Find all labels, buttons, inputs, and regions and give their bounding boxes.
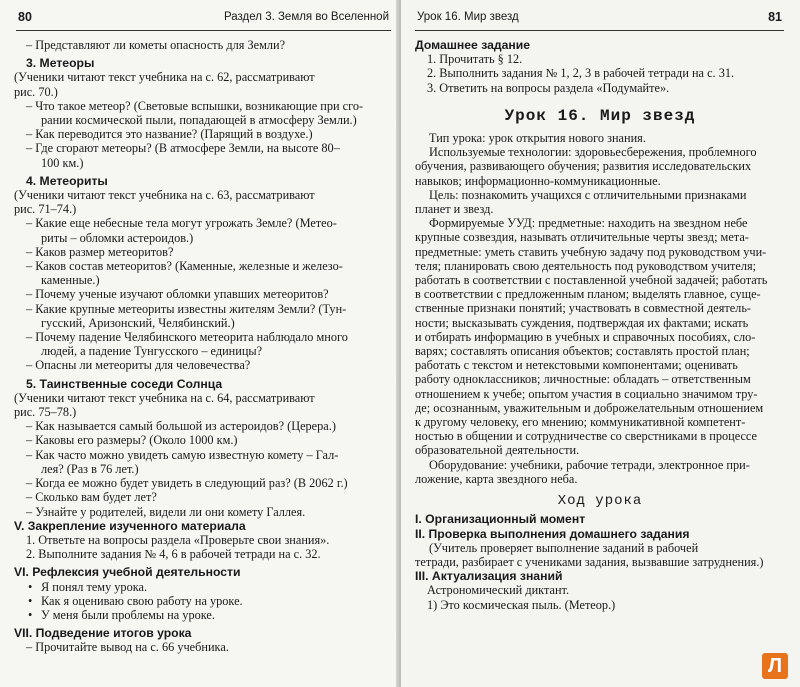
text-line: – Почему падение Челябинского метеорита наблюдало много — [26, 330, 348, 345]
text-line: ности; высказывать суждения, подтверждая их фактами; искать — [415, 315, 749, 330]
text-line: 1) Это космическая пыль. (Метеор.) — [427, 597, 616, 612]
text-line: работать в соответствии с поставленной учебной задачей; работать — [415, 273, 768, 288]
text-line: • Я понял тему урока. — [14, 580, 386, 594]
text-line: – Какие крупные метеориты известны жителям Земли? (Тун- — [26, 301, 347, 316]
text-line: VII. Подведение итогов урока — [14, 626, 192, 641]
text-line: планет и звезд. — [415, 202, 494, 217]
course-title: Ход урока — [557, 493, 643, 510]
text-line: • У меня были проблемы на уроке. — [14, 608, 386, 622]
text-line: Оборудование: учебники, рабочие тетради, электронное при- — [429, 457, 750, 472]
text-line: I. Организационный момент — [415, 512, 586, 527]
text-line: рис. 71–74.) — [14, 202, 77, 217]
text-line: 1. Ответьте на вопросы раздела «Проверьте свои знания». — [26, 532, 330, 547]
right-page-header — [415, 8, 784, 31]
text-line: (Ученики читают текст учебника на с. 63, рассматривают — [14, 188, 315, 203]
text-line: рис. 75–78.) — [14, 405, 77, 420]
text-line: – Когда ее можно будет увидеть в следующий раз? (В 2062 г.) — [26, 476, 348, 491]
text-line: людей, а падение Тунгусского – единицы? — [41, 344, 263, 359]
text-line: отношением к учебе; опытом участия в социально значимом тру- — [415, 386, 758, 401]
text-line: • Как я оцениваю свою работу на уроке. — [14, 594, 386, 608]
text-line: и отбирать информацию в учебных и справочных пособиях, сло- — [415, 329, 756, 344]
left-page-header — [16, 8, 391, 31]
text-line: де; осознанным, уважительным и доброжелательным отношением — [415, 400, 764, 415]
text-line: – Узнайте у родителей, видели ли они комету Галлея. — [26, 504, 306, 519]
text-line: (Ученики читают текст учебника на с. 62, рассматривают — [14, 70, 315, 85]
homework-item: 2. Выполнить задания № 1, 2, 3 в рабочей тетради на с. 31. — [427, 66, 735, 81]
right-page — [401, 0, 800, 687]
homework-title: Домашнее задание — [415, 38, 531, 52]
left-page — [0, 0, 399, 687]
text-line: работать с текстом и нетекстовыми компонентами; оценивать — [415, 358, 738, 373]
text-line: Цель: познакомить учащихся с отличительными признаками — [429, 187, 747, 202]
text-line: крупные созвездия, называть отличительные черты звезд; мета- — [415, 230, 749, 245]
text-line: каменные.) — [41, 273, 100, 288]
text-line: II. Проверка выполнения домашнего задания — [415, 526, 690, 541]
text-line: тетради, разбирает с учениками задания, вызвавшие затруднения.) — [415, 554, 764, 569]
text-line: – Представляют ли кометы опасность для Земли? — [26, 38, 286, 52]
text-line: – Как называется самый большой из астероидов? (Церера.) — [26, 419, 336, 434]
text-line: VI. Рефлексия учебной деятельности — [14, 565, 241, 580]
text-line: – Каков размер метеоритов? — [26, 244, 174, 259]
text-line: обучения, развивающего обучения; развития исследовательских — [415, 159, 752, 174]
text-line: ственные признаки понятий; участвовать в совместной деятель- — [415, 301, 752, 316]
text-line: ложение, карта звездного неба. — [415, 471, 578, 486]
lesson-title: Урок 16. Мир звезд — [504, 106, 696, 125]
text-line: (Учитель проверяет выполнение заданий в рабочей — [429, 540, 699, 555]
text-line: в соответствии с предложенным планом; выделять главное, суще- — [415, 287, 761, 302]
text-line: риты – обломки астероидов.) — [41, 230, 194, 245]
text-line: – Где сгорают метеоры? (В атмосфере Земли, на высоте 80– — [26, 141, 340, 156]
text-line: рис. 70.) — [14, 84, 58, 99]
left-page-number: 80 — [18, 10, 32, 24]
lesson-course — [415, 512, 785, 611]
text-line: 2. Выполните задания № 4, 6 в рабочей тетради на с. 32. — [26, 547, 321, 562]
text-line: V. Закрепление изученного материала — [14, 518, 246, 533]
lesson-info — [415, 131, 785, 486]
text-line: рании космической пыли, попадающей в атмосферу Земли.) — [41, 113, 357, 128]
text-line: – Как часто можно увидеть самую известную комету – Гал- — [26, 447, 339, 462]
text-line: теля; планировать свою деятельность под руководством учителя; — [415, 258, 757, 273]
text-line: навыков; информационно-коммуникационные. — [415, 173, 661, 188]
text-line: образовательной деятельности. — [415, 443, 580, 458]
text-line: работу одноклассников; личностные: обладать – ответственным — [415, 372, 751, 387]
text-line: – Прочитайте вывод на с. 66 учебника. — [26, 640, 229, 655]
text-line: гусский, Аризонский, Челябинский.) — [41, 315, 235, 330]
text-line: Используемые технологии: здоровьесбережения, проблемного — [429, 145, 757, 160]
text-line: ностью в общении и сотрудничестве со сверстниками в процессе — [415, 429, 757, 444]
text-line: – Что такое метеор? (Световые вспышки, возникающие при сго- — [26, 98, 364, 113]
text-line: – Каков состав метеоритов? (Каменные, железные и железо- — [26, 259, 343, 274]
homework-item: 3. Ответить на вопросы раздела «Подумайте». — [427, 80, 670, 95]
text-line: предметные: уметь ставить учебную задачу под руководством учи- — [415, 244, 767, 259]
text-line: – Как переводится это название? (Парящий в воздухе.) — [26, 127, 313, 142]
text-line: Астрономический диктант. — [427, 583, 570, 598]
text-line: 100 км.) — [41, 155, 84, 170]
text-line: 4. Метеориты — [26, 173, 108, 188]
text-line: – Каковы его размеры? (Около 1000 км.) — [26, 433, 238, 448]
homework-list — [415, 52, 785, 95]
text-line: III. Актуализация знаний — [415, 569, 563, 584]
publisher-logo: Л — [762, 653, 788, 679]
text-line: – Какие еще небесные тела могут угрожать Земле? (Метео- — [26, 216, 337, 231]
text-line: – Почему ученые изучают обломки упавших метеоритов? — [26, 287, 329, 302]
text-line: к другому человеку, его мнению; коммуникативной компетент- — [415, 415, 746, 430]
right-header-title: Урок 16. Мир звезд — [417, 11, 519, 23]
right-page-number: 81 — [768, 10, 782, 24]
right-page-text — [415, 38, 785, 612]
text-line: Тип урока: урок открытия нового знания. — [429, 131, 646, 146]
left-page-text — [14, 38, 386, 655]
text-line: Формируемые УУД: предметные: находить на звездном небе — [429, 216, 748, 231]
homework-item: 1. Прочитать § 12. — [427, 52, 523, 67]
text-line: 3. Метеоры — [26, 56, 95, 71]
text-line: 5. Таинственные соседи Солнца — [26, 376, 223, 391]
text-line: варях; составлять описания объектов; составлять простой план; — [415, 344, 750, 359]
text-line: (Ученики читают текст учебника на с. 64, рассматривают — [14, 390, 315, 405]
text-line: лея? (Раз в 76 лет.) — [41, 461, 139, 476]
text-line: – Сколько вам будет лет? — [26, 490, 157, 505]
text-line: – Опасны ли метеориты для человечества? — [26, 358, 251, 373]
left-header-title: Раздел 3. Земля во Вселенной — [223, 11, 389, 23]
